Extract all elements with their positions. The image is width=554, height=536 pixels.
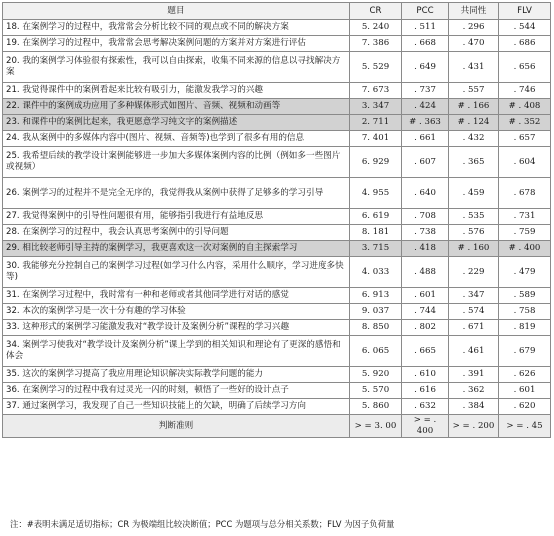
item-text: 35. 这次的案例学习提高了我应用理论知识解决实际教学问题的能力 xyxy=(3,367,350,383)
pcc-value: # . 363 xyxy=(402,115,449,131)
pcc-value: . 649 xyxy=(402,52,449,83)
item-text: 21. 我觉得课件中的案例看起来比较有吸引力，能激发我学习的兴趣 xyxy=(3,83,350,99)
criteria-pcc: > = . 400 xyxy=(402,415,449,438)
table-row xyxy=(3,336,551,367)
pcc-value: . 488 xyxy=(402,257,449,288)
pcc-value: . 738 xyxy=(402,225,449,241)
cr-value: 3. 715 xyxy=(350,241,402,257)
flv-value: # . 408 xyxy=(499,99,551,115)
communality-value: # . 166 xyxy=(449,99,499,115)
cr-value: 5. 860 xyxy=(350,399,402,415)
flv-value: . 731 xyxy=(499,209,551,225)
table-row xyxy=(3,99,551,115)
communality-value: . 229 xyxy=(449,257,499,288)
cr-value: 8. 181 xyxy=(350,225,402,241)
flv-value: . 601 xyxy=(499,383,551,399)
item-text: 25. 我希望后续的教学设计案例能够进一步加大多媒体案例内容的比例（例如多一些图片或视频） xyxy=(3,147,350,178)
table-row xyxy=(3,241,551,257)
cr-value: 6. 619 xyxy=(350,209,402,225)
pcc-value: . 632 xyxy=(402,399,449,415)
table-row xyxy=(3,320,551,336)
table-row xyxy=(3,383,551,399)
item-text: 31. 在案例学习过程中，我时常有一种和老师或者其他同学进行对话的感觉 xyxy=(3,288,350,304)
communality-value: . 470 xyxy=(449,36,499,52)
communality-value: # . 160 xyxy=(449,241,499,257)
header-row xyxy=(3,3,551,20)
item-text: 19. 在案例学习的过程中，我常常会思考解决案例问题的方案并对方案进行评估 xyxy=(3,36,350,52)
communality-value: # . 124 xyxy=(449,115,499,131)
item-text: 23. 和课件中的案例比起来，我更愿意学习纯文字的案例描述 xyxy=(3,115,350,131)
cr-value: 6. 929 xyxy=(350,147,402,178)
item-text: 20. 我的案例学习体验很有探索性，我可以自由探索，收集不同来源的信息以寻找解决方案 xyxy=(3,52,350,83)
flv-value: . 657 xyxy=(499,131,551,147)
communality-value: . 384 xyxy=(449,399,499,415)
cr-value: 6. 913 xyxy=(350,288,402,304)
communality-value: . 576 xyxy=(449,225,499,241)
flv-value: . 544 xyxy=(499,20,551,36)
pcc-value: . 708 xyxy=(402,209,449,225)
cr-value: 5. 240 xyxy=(350,20,402,36)
cr-value: 7. 673 xyxy=(350,83,402,99)
communality-value: . 461 xyxy=(449,336,499,367)
cr-value: 7. 386 xyxy=(350,36,402,52)
cr-value: 4. 955 xyxy=(350,178,402,209)
item-text: 29. 相比较老师引导主持的案例学习，我更喜欢这一次对案例的自主探索学习 xyxy=(3,241,350,257)
table-note: 注：#表明未满足适切指标；CR 为极端组比较决断值；PCC 为题项与总分相关系数；FLV 为因子负荷量 xyxy=(10,519,395,529)
table-row xyxy=(3,367,551,383)
flv-value: . 678 xyxy=(499,178,551,209)
item-text: 32. 本次的案例学习是一次十分有趣的学习体验 xyxy=(3,304,350,320)
cr-value: 6. 065 xyxy=(350,336,402,367)
flv-value: . 819 xyxy=(499,320,551,336)
item-text: 34. 案例学习使我对“教学设计及案例分析”课上学到的相关知识和理论有了更深的感悟和体会 xyxy=(3,336,350,367)
flv-value: # . 352 xyxy=(499,115,551,131)
table-row xyxy=(3,147,551,178)
item-text: 28. 在案例学习的过程中，我会认真思考案例中的引导问题 xyxy=(3,225,350,241)
pcc-value: . 424 xyxy=(402,99,449,115)
table-row xyxy=(3,115,551,131)
criteria-communality: > = . 200 xyxy=(449,415,499,438)
table-row xyxy=(3,36,551,52)
table-row xyxy=(3,178,551,209)
item-text: 22. 课件中的案例成功应用了多种媒体形式如图片、音频、视频和动画等 xyxy=(3,99,350,115)
table-row xyxy=(3,304,551,320)
pcc-value: . 661 xyxy=(402,131,449,147)
communality-value: . 391 xyxy=(449,367,499,383)
criteria-row xyxy=(3,415,551,438)
pcc-value: . 610 xyxy=(402,367,449,383)
pcc-value: . 737 xyxy=(402,83,449,99)
criteria-cr: > = 3. 00 xyxy=(350,415,402,438)
header-item: 题目 xyxy=(3,3,350,20)
pcc-value: . 640 xyxy=(402,178,449,209)
pcc-value: . 744 xyxy=(402,304,449,320)
criteria-label: 判断准则 xyxy=(3,415,350,438)
pcc-value: . 601 xyxy=(402,288,449,304)
flv-value: . 679 xyxy=(499,336,551,367)
communality-value: . 557 xyxy=(449,83,499,99)
item-text: 26. 案例学习的过程并不是完全无序的，我觉得我从案例中获得了足够多的学习引导 xyxy=(3,178,350,209)
cr-value: 2. 711 xyxy=(350,115,402,131)
communality-value: . 671 xyxy=(449,320,499,336)
cr-value: 5. 529 xyxy=(350,52,402,83)
item-text: 18. 在案例学习的过程中，我常常会分析比较不同的观点或不同的解决方案 xyxy=(3,20,350,36)
flv-value: # . 400 xyxy=(499,241,551,257)
pcc-value: . 607 xyxy=(402,147,449,178)
table-row xyxy=(3,131,551,147)
table-row xyxy=(3,20,551,36)
flv-value: . 604 xyxy=(499,147,551,178)
item-text: 24. 我从案例中的多媒体内容中(图片、视频、音频等)也学到了很多有用的信息 xyxy=(3,131,350,147)
header-pcc: PCC xyxy=(402,3,449,20)
flv-value: . 589 xyxy=(499,288,551,304)
flv-value: . 758 xyxy=(499,304,551,320)
table-body xyxy=(3,20,551,415)
cr-value: 3. 347 xyxy=(350,99,402,115)
table-row xyxy=(3,209,551,225)
header-flv: FLV xyxy=(499,3,551,20)
communality-value: . 459 xyxy=(449,178,499,209)
pcc-value: . 511 xyxy=(402,20,449,36)
item-text: 33. 这种形式的案例学习能激发我对“教学设计及案例分析”课程的学习兴趣 xyxy=(3,320,350,336)
flv-value: . 626 xyxy=(499,367,551,383)
flv-value: . 656 xyxy=(499,52,551,83)
table-row xyxy=(3,288,551,304)
pcc-value: . 616 xyxy=(402,383,449,399)
cr-value: 9. 037 xyxy=(350,304,402,320)
cr-value: 4. 033 xyxy=(350,257,402,288)
communality-value: . 431 xyxy=(449,52,499,83)
cr-value: 7. 401 xyxy=(350,131,402,147)
flv-value: . 759 xyxy=(499,225,551,241)
flv-value: . 620 xyxy=(499,399,551,415)
cr-value: 5. 570 xyxy=(350,383,402,399)
table-row xyxy=(3,52,551,83)
table-row xyxy=(3,225,551,241)
flv-value: . 746 xyxy=(499,83,551,99)
cr-value: 5. 920 xyxy=(350,367,402,383)
table-row xyxy=(3,399,551,415)
item-text: 36. 在案例学习的过程中我有过灵光一闪的时刻，顿悟了一些好的设计点子 xyxy=(3,383,350,399)
item-text: 37. 通过案例学习，我发现了自己一些知识技能上的欠缺，明确了后续学习方向 xyxy=(3,399,350,415)
pcc-value: . 665 xyxy=(402,336,449,367)
header-communality: 共同性 xyxy=(449,3,499,20)
communality-value: . 535 xyxy=(449,209,499,225)
cr-value: 8. 850 xyxy=(350,320,402,336)
criteria-flv: > = . 45 xyxy=(499,415,551,438)
communality-value: . 347 xyxy=(449,288,499,304)
communality-value: . 365 xyxy=(449,147,499,178)
communality-value: . 362 xyxy=(449,383,499,399)
table-row xyxy=(3,83,551,99)
communality-value: . 574 xyxy=(449,304,499,320)
pcc-value: . 418 xyxy=(402,241,449,257)
communality-value: . 296 xyxy=(449,20,499,36)
flv-value: . 686 xyxy=(499,36,551,52)
pcc-value: . 668 xyxy=(402,36,449,52)
flv-value: . 479 xyxy=(499,257,551,288)
communality-value: . 432 xyxy=(449,131,499,147)
table-row xyxy=(3,257,551,288)
pcc-value: . 802 xyxy=(402,320,449,336)
item-text: 27. 我觉得案例中的引导性问题很有用，能够指引我进行有益地反思 xyxy=(3,209,350,225)
header-cr: CR xyxy=(350,3,402,20)
item-analysis-table xyxy=(2,2,551,438)
item-text: 30. 我能够充分控制自己的案例学习过程(如学习什么内容，采用什么顺序，学习进度多快等) xyxy=(3,257,350,288)
